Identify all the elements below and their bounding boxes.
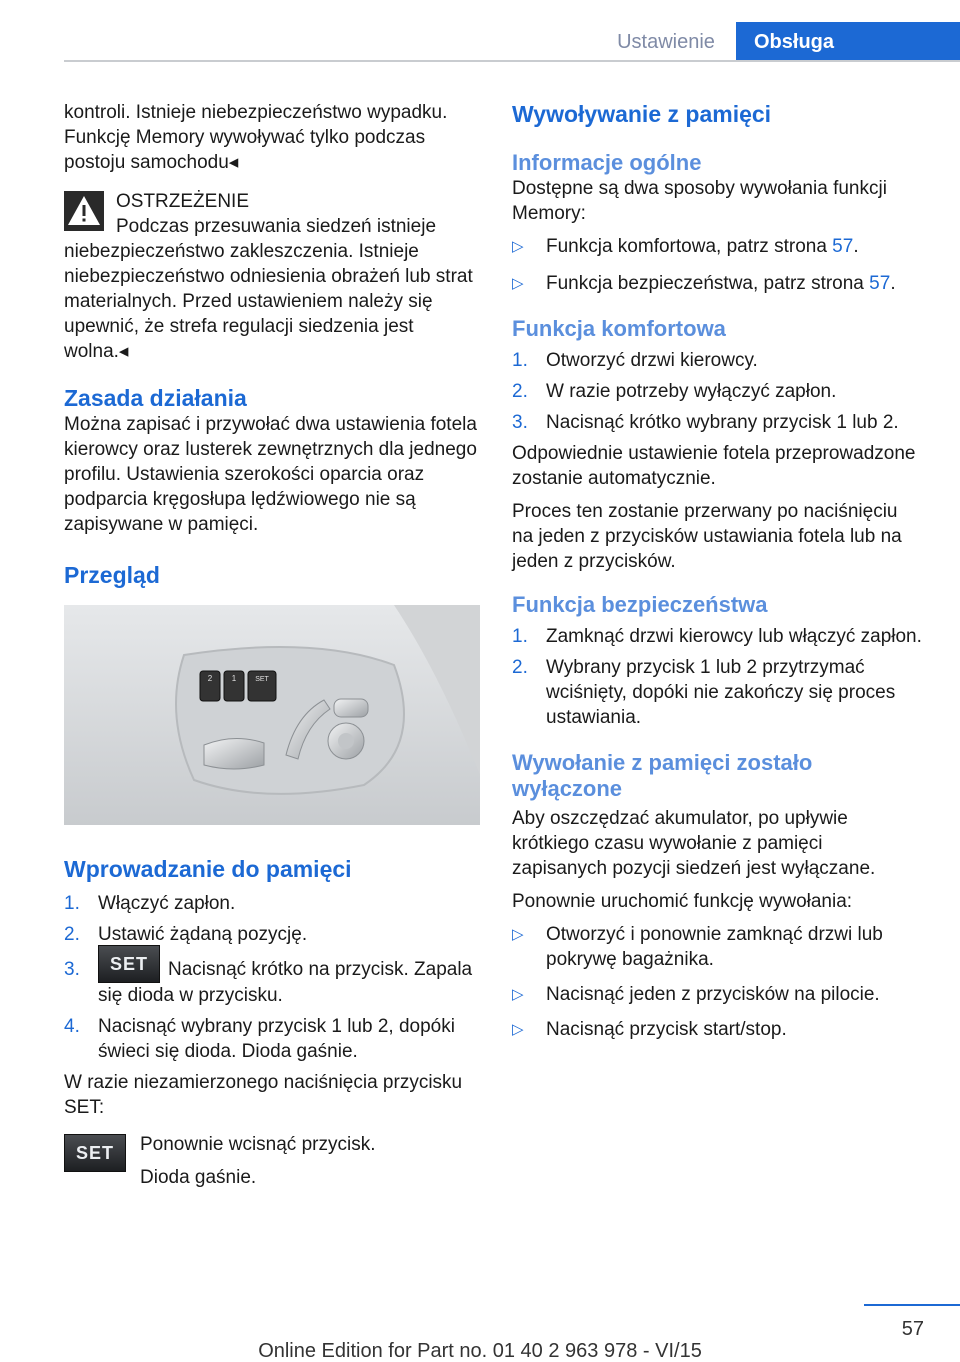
header-tab-ustawienie[interactable]: Ustawienie: [617, 31, 715, 53]
list-item: 4. Nacisnąć wybrany przycisk 1 lub 2, dopóki świeci się dioda. Dioda gaśnie.: [64, 1016, 455, 1062]
komfort-text-1: Odpowiednie ustawienie fotela przeprowadzone zostanie automatycznie.: [512, 443, 916, 489]
wylaczone-text-1: Aby oszczędzać akumulator, po upływie krótkiego czasu wywołanie z pamięci zapisanych pozycji siedzeń jest wyłączane.: [512, 808, 876, 879]
heading-wywolywanie: Wywoływanie z pamięci: [512, 101, 772, 127]
page-link[interactable]: 57: [832, 236, 854, 257]
komfort-steps: [512, 348, 922, 435]
list-item: 1. Włączyć zapłon.: [64, 893, 236, 914]
footer-divider: [864, 1304, 960, 1306]
wylaczone-text-2: Ponownie uruchomić funkcję wywołania:: [512, 891, 853, 912]
warning-lead: Podczas przesuwania siedzeń istnieje: [116, 216, 437, 237]
set-button-icon: SET: [64, 1134, 126, 1172]
list-item: ▷ Otworzyć i ponownie zamknąć drzwi lub pokrywę bagażnika.: [512, 924, 883, 970]
list-item: 2. Ustawić żądaną pozycję.: [64, 924, 308, 945]
bezpieczenstwa-steps: [512, 624, 922, 730]
heading-komfort: Funkcja komfortowa: [512, 316, 726, 341]
set-repress-block: [64, 1132, 480, 1190]
heading-wprowadzanie: Wprowadzanie do pamięci: [64, 856, 352, 882]
heading-zasada: Zasada działania: [64, 385, 247, 411]
list-item: 1. Otworzyć drzwi kierowcy.: [512, 350, 758, 371]
edition-text: Online Edition for Part no. 01 40 2 963 978 - VI/15: [258, 1340, 702, 1362]
seat-controls-photo: [64, 605, 480, 825]
triangle-bullet-icon: ▷: [512, 926, 524, 943]
repress-text-1: Ponownie wcisnąć przycisk.: [140, 1134, 376, 1155]
list-item: 3. Nacisnąć krótko wybrany przycisk 1 lub 2.: [512, 412, 899, 433]
header-divider: [64, 60, 960, 62]
list-item: 3. SET Nacisnąć krótko na przycisk. Zapala się dioda w przycisku.: [64, 957, 480, 1008]
unintended-text: W razie niezamierzonego naciśnięcia przycisku SET:: [64, 1072, 463, 1118]
intro-text: kontroli. Istnieje niebezpieczeństwo wypadku. Funkcję Memory wywoływać tylko podczas postoju samochodu◂: [64, 102, 448, 173]
warning-triangle-icon: [64, 191, 104, 231]
warning-text: niebezpieczeństwo zakleszczenia. Istnieje niebezpieczeństwo odniesienia obrażeń lub strat materialnych. Przed ustawieniem należy się upewnić, że strefa regulacji siedzenia jest wolna.◂: [64, 241, 473, 362]
heading-bezpieczenstwa: Funkcja bezpieczeństwa: [512, 592, 768, 617]
list-item: ▷ Funkcja komfortowa, patrz strona 57.: [512, 236, 859, 257]
right-column: [512, 100, 922, 1048]
header-tab-obsluga[interactable]: Obsługa: [736, 22, 960, 62]
left-column: [64, 100, 480, 1198]
triangle-bullet-icon: ▷: [512, 1021, 524, 1038]
photo-button-set: SET: [255, 676, 269, 683]
triangle-bullet-icon: ▷: [512, 275, 524, 292]
wprowadzanie-steps: [64, 891, 480, 1064]
list-item: ▷ Nacisnąć jeden z przycisków na pilocie.: [512, 984, 880, 1005]
komfort-text-2: Proces ten zostanie przerwany po naciśnięciu na jeden z przycisków ustawiania fotela lub na jeden z przycisków.: [512, 501, 902, 572]
heading-wylaczone: Wywołanie z pamięci zostało wyłączone: [512, 750, 813, 801]
list-item: ▷ Funkcja bezpieczeństwa, patrz strona 57.: [512, 273, 896, 294]
set-button-icon: SET: [98, 945, 160, 983]
photo-button-2: 2: [207, 674, 213, 683]
warning-block: [64, 189, 480, 364]
zasada-text: Można zapisać i przywołać dwa ustawienia fotela kierowcy oraz lusterek zewnętrznych dla jednego profilu. Ustawienia szerokości oparcia oraz podparcia kręgosłupa lędźwiowego nie są zapisywane w pamięci.: [64, 414, 477, 535]
triangle-bullet-icon: ▷: [512, 238, 524, 255]
triangle-bullet-icon: ▷: [512, 986, 524, 1003]
page-link[interactable]: 57: [869, 273, 891, 294]
wylaczone-list: [512, 922, 922, 1042]
repress-text-2: Dioda gaśnie.: [140, 1167, 257, 1188]
heading-informacje: Informacje ogólne: [512, 150, 702, 175]
list-item: 2. Wybrany przycisk 1 lub 2 przytrzymać wciśnięty, dopóki nie zakończy się proces ustawiania.: [512, 657, 896, 728]
list-item: ▷ Nacisnąć przycisk start/stop.: [512, 1019, 787, 1040]
list-item: 1. Zamknąć drzwi kierowcy lub włączyć zapłon.: [512, 626, 922, 647]
info-list: [512, 234, 922, 296]
page-number: 57: [901, 1318, 924, 1340]
heading-przeglad: Przegląd: [64, 562, 160, 588]
list-item: 2. W razie potrzeby wyłączyć zapłon.: [512, 381, 837, 402]
warning-title: OSTRZEŻENIE: [116, 191, 250, 212]
photo-button-1: 1: [231, 674, 237, 683]
info-text: Dostępne są dwa sposoby wywołania funkcji Memory:: [512, 178, 887, 224]
